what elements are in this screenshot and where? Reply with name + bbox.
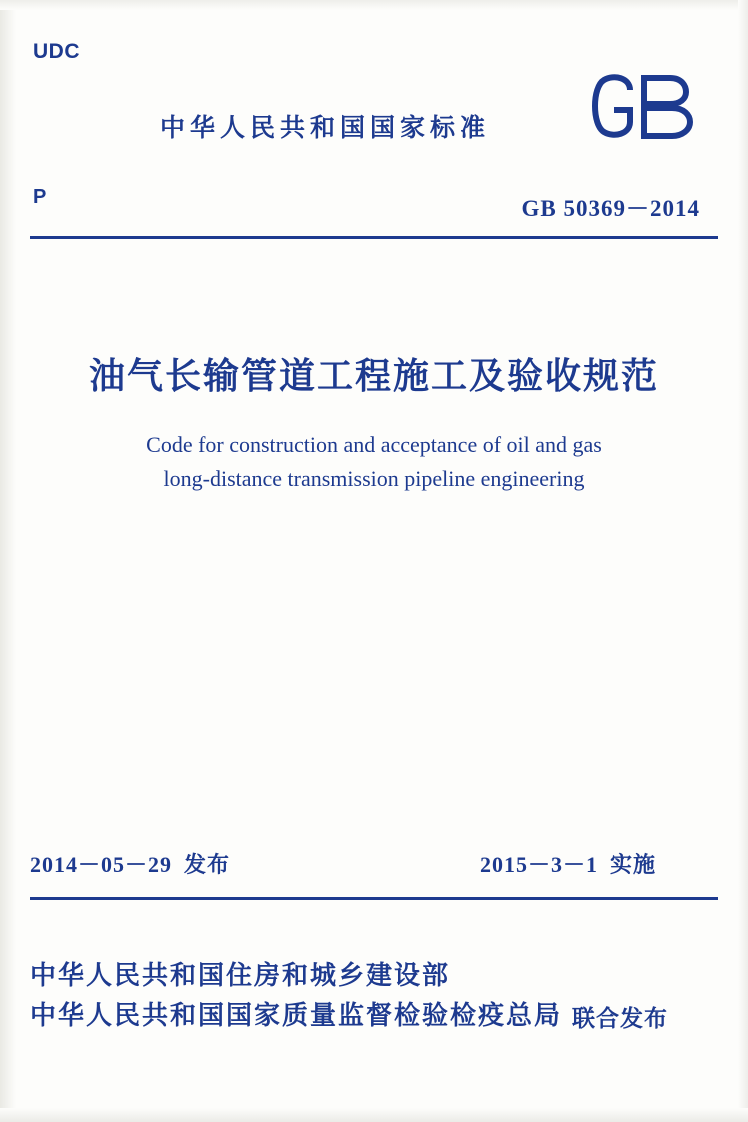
footer-divider — [30, 897, 718, 900]
publisher-line-2: 中华人民共和国国家质量监督检验检疫总局 — [30, 1001, 563, 1031]
issue-date-value: 2014－05－29 — [30, 852, 173, 877]
standard-number: GB 50369－2014 — [521, 196, 700, 221]
header-divider — [30, 236, 718, 239]
publisher-line-1: 中华人民共和国住房和城乡建设部 — [30, 961, 451, 991]
issue-date-block — [30, 848, 230, 879]
effective-date-value: 2015－3－1 — [480, 852, 599, 877]
issue-date-label: 发布 — [184, 853, 231, 878]
effective-date-block — [480, 848, 656, 879]
national-standard-heading: 中华人民共和国国家标准 — [160, 113, 491, 142]
gb-logo-icon — [584, 70, 702, 142]
joint-issue-label: 联合发布 — [572, 1006, 668, 1032]
english-title — [0, 428, 748, 496]
page-edge-shading-bottom — [0, 1108, 748, 1122]
udc-label: UDC — [33, 40, 80, 63]
publisher-block — [30, 956, 562, 1036]
english-title-line-1: Code for construction and acceptance of oil and gas — [146, 432, 602, 457]
classification-mark: P — [33, 186, 47, 208]
page-edge-shading-right — [738, 0, 748, 1122]
page-title: 油气长输管道工程施工及验收规范 — [88, 356, 659, 397]
page-edge-shading-top — [0, 0, 748, 10]
page-edge-shading-left — [0, 0, 16, 1122]
english-title-line-2: long-distance transmission pipeline engineering — [163, 466, 585, 491]
effective-date-label: 实施 — [610, 853, 657, 878]
